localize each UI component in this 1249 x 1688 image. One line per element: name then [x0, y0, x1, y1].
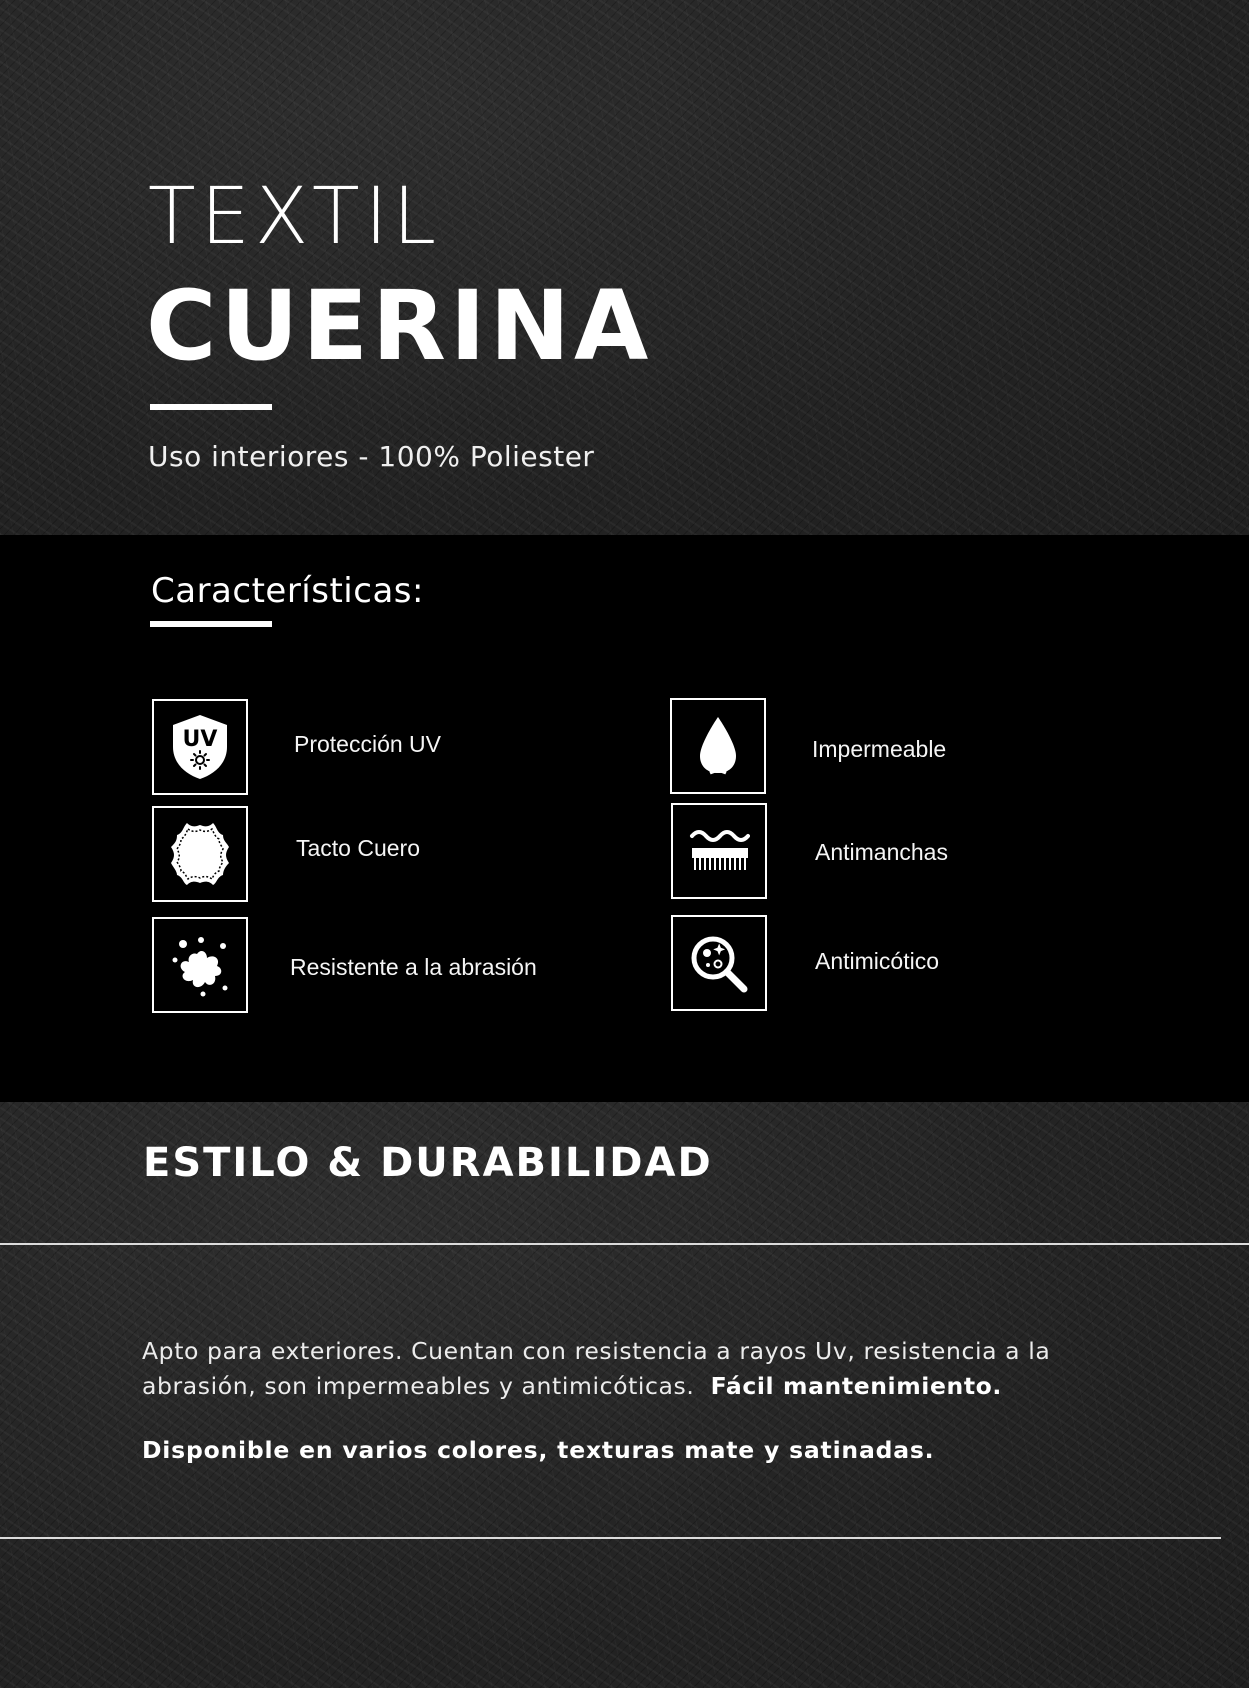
features-heading: Características: — [151, 571, 424, 611]
features-section — [0, 535, 1249, 1102]
feature-label-uv: Protección UV — [294, 731, 442, 757]
leather-hide-icon — [152, 806, 248, 902]
splash-icon — [152, 917, 248, 1013]
title-textil: TEXTIL — [148, 172, 442, 262]
features-underline — [150, 621, 272, 627]
description-text: Apto para exteriores. Cuentan con resistencia a rayos Uv, resistencia a la abrasión, son impermeables y antimicóticas. — [142, 1337, 1051, 1400]
feature-label-antifungal: Antimicótico — [815, 948, 939, 974]
uv-shield-icon — [152, 699, 248, 795]
section-title-style: ESTILO & DURABILIDAD — [143, 1140, 713, 1186]
feature-label-waterproof: Impermeable — [812, 736, 947, 762]
microbe-magnifier-icon — [671, 915, 767, 1011]
divider-line-top — [0, 1243, 1249, 1245]
availability-text: Disponible en varios colores, texturas mate y satinadas. — [142, 1436, 935, 1464]
title-underline — [150, 404, 272, 410]
description-bold: Fácil mantenimiento. — [710, 1372, 1002, 1400]
description-paragraph — [142, 1334, 1142, 1404]
title-cuerina: CUERINA — [146, 270, 653, 382]
subtitle: Uso interiores - 100% Poliester — [148, 440, 595, 473]
water-drop-icon — [670, 698, 766, 794]
feature-label-stain: Antimanchas — [815, 839, 948, 865]
stain-brush-icon — [671, 803, 767, 899]
feature-label-abrasion: Resistente a la abrasión — [290, 954, 537, 980]
divider-line-bottom — [0, 1537, 1221, 1539]
uv-icon-text: UV — [182, 727, 218, 752]
feature-label-leather: Tacto Cuero — [296, 835, 421, 861]
